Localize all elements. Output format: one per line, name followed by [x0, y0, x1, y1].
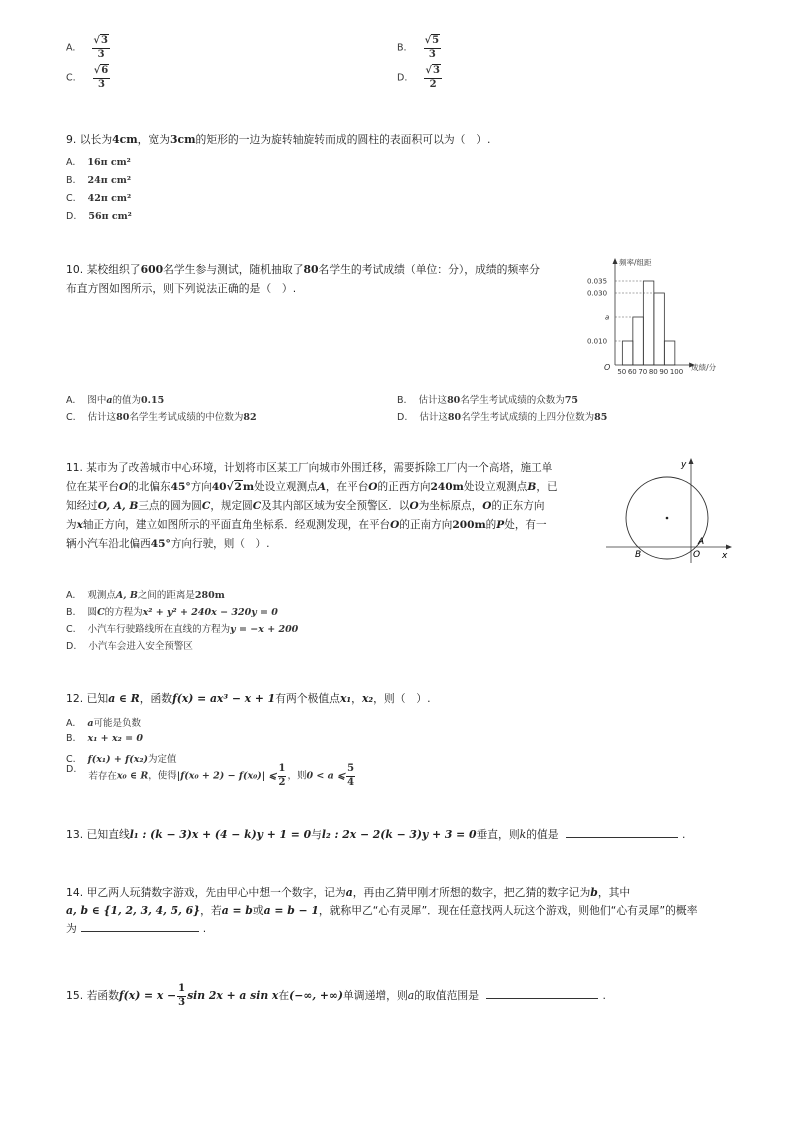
q12-option-a: A. a可能是负数 [66, 718, 142, 729]
q10-stem-line2: 布直方图如图所示，则下列说法正确的是（ ）. [66, 282, 297, 295]
q14-stem-line2: a, b ∈ {1, 2, 3, 4, 5, 6}，若a = b或a = b − 1，就称甲乙“心有灵犀”．现在任意找两人玩这个游戏，则他们“心有灵犀”的概率 [66, 904, 698, 917]
histogram-bar [643, 281, 654, 365]
option-label: B. [397, 42, 407, 54]
x-tick-label: 90 [659, 368, 669, 376]
q13-stem: 13. 已知直线l₁ : (k − 3)x + (4 − k)y + 1 = 0与l₂ : 2x − 2(k − 3)y + 3 = 0垂直，则k的值是 . [66, 828, 686, 841]
q11-option-d: D. 小汽车会进入安全预警区 [66, 641, 193, 652]
q11-circle-figure [606, 455, 734, 565]
q8-option-a: A. $\frac{√3}{3}$ [66, 35, 108, 60]
option-label: C. [66, 72, 76, 84]
q14-stem-line1: 14. 甲乙两人玩猜数字游戏，先由甲心中想一个数字，记为a，再由乙猜甲刚才所想的数字，把乙猜的数字记为b，其中 [66, 886, 631, 899]
q8-option-d: D. $\frac{√3}{2}$ [397, 65, 440, 90]
q9-option-b: B. 24π cm² [66, 175, 132, 186]
radicand: 3 [100, 35, 108, 46]
q10-option-b: B. 估计这80名学生考试成绩的众数为75 [397, 395, 579, 406]
q14-answer-blank[interactable] [81, 921, 199, 932]
histogram-bar [654, 293, 665, 365]
q9-option-c: C. 42π cm² [66, 193, 132, 204]
x-tick-label: 100 [669, 368, 684, 376]
q11-stem-line3: 知经过O, A, B三点的圆为圆C，规定圆C及其内部区域为安全预警区．以O为坐标原点，O的正东方向 [66, 500, 545, 512]
x-axis-label: x [722, 551, 728, 561]
q8-option-b: B. $\frac{√5}{3}$ [397, 35, 440, 60]
y-tick-label: 0.035 [587, 277, 608, 286]
denominator: 2 [429, 78, 437, 90]
q14-stem-line3: 为 . [66, 922, 207, 935]
x-axis-label: 成绩/分 [691, 363, 717, 372]
y-tick-label: 0.010 [587, 337, 608, 346]
option-label: D. [397, 72, 408, 84]
point-b-label: B [635, 550, 642, 560]
denominator: 3 [97, 48, 105, 60]
q12-stem: 12. 已知a ∈ R，函数f(x) = ax³ − x + 1有两个极值点x₁，x₂，则（ ）. [66, 692, 431, 705]
q15-answer-blank[interactable] [486, 988, 598, 999]
x-tick-label: 70 [638, 368, 648, 376]
q12-option-d: D.若存在x₀ ∈ R，使得|f(x₀ + 2) − f(x₀)| ⩽ $\frac{1}{2}$ ，则0 < a ⩽ $\frac{5}{4}$ [66, 763, 355, 788]
q9-option-d: D. 56π cm² [66, 211, 132, 222]
radicand: 6 [101, 65, 109, 76]
y-axis-arrow [689, 458, 694, 464]
y-tick-label: 0.030 [587, 289, 608, 298]
q11-stem-line1: 11. 某市为了改善城市中心环境，计划将市区某工厂向城市外围迁移，需要拆除工厂内一个高塔，施工单 [66, 462, 553, 474]
q13-answer-blank[interactable] [566, 827, 678, 838]
q11-option-c: C. 小汽车行驶路线所在直线的方程为y = −x + 200 [66, 624, 299, 635]
x-tick-label: 60 [627, 368, 637, 376]
q10-histogram [585, 255, 735, 380]
q8-option-c: C. $\frac{√6}{3}$ [66, 65, 109, 90]
q15-stem: 15. 若函数f(x) = x − $\frac{1}{3}$ sin 2x + a sin x在(−∞, +∞)单调递增，则a的取值范围是 . [66, 983, 606, 1008]
q11-stem-line4: 为x轴正方向，建立如图所示的平面直角坐标系．经观测发现，在平台O的正南方向200m的P处，有一 [66, 519, 547, 531]
q11-option-a: A. 观测点A, B之间的距离是280m [66, 590, 225, 601]
denominator: 3 [97, 78, 105, 90]
radicand: 5 [432, 35, 440, 46]
radicand: 3 [432, 65, 440, 76]
origin-label: O [693, 550, 701, 560]
x-tick-label: 50 [617, 368, 627, 376]
q12-option-b: B. x₁ + x₂ = 0 [66, 733, 143, 744]
point-a-label: A [698, 537, 705, 547]
q11-option-b: B. 圆C的方程为x² + y² + 240x − 320y = 0 [66, 607, 278, 618]
option-label: A. [66, 42, 76, 54]
x-tick-label: 80 [648, 368, 658, 376]
y-tick-label: a [605, 313, 610, 322]
q11-stem-line5: 辆小汽车沿北偏西45°方向行驶，则（ ）. [66, 538, 270, 550]
x-axis-arrow [726, 545, 732, 550]
q9-option-a: A. 16π cm² [66, 157, 131, 168]
denominator: 3 [428, 48, 436, 60]
q10-option-a: A. 图中a的值为0.15 [66, 395, 165, 406]
center-point [666, 517, 669, 520]
q10-stem-line1: 10. 某校组织了600名学生参与测试，随机抽取了80名学生的考试成绩（单位：分），成绩的频率分 [66, 263, 540, 276]
y-axis-arrow [613, 258, 618, 264]
q10-option-c: C. 估计这80名学生考试成绩的中位数为82 [66, 412, 257, 423]
q11-stem-line2: 位在某平台O的北偏东45°方向40√2m处设立观测点A，在平台O的正西方向240m处设立观测点B，已 [66, 481, 558, 493]
histogram-bar [633, 317, 644, 365]
histogram-bar [664, 341, 675, 365]
q12-option-c: C. f(x₁) + f(x₂)为定值 [66, 754, 177, 765]
histogram-bar [622, 341, 633, 365]
q9-stem: 9. 以长为4cm，宽为3cm的矩形的一边为旋转轴旋转而成的圆柱的表面积可以为（ ）. [66, 133, 491, 146]
y-axis-label: 频率/组距 [619, 258, 652, 267]
q10-option-d: D. 估计这80名学生考试成绩的上四分位数为85 [397, 412, 608, 423]
origin-label: O [604, 363, 611, 372]
y-axis-label: y [681, 460, 687, 470]
